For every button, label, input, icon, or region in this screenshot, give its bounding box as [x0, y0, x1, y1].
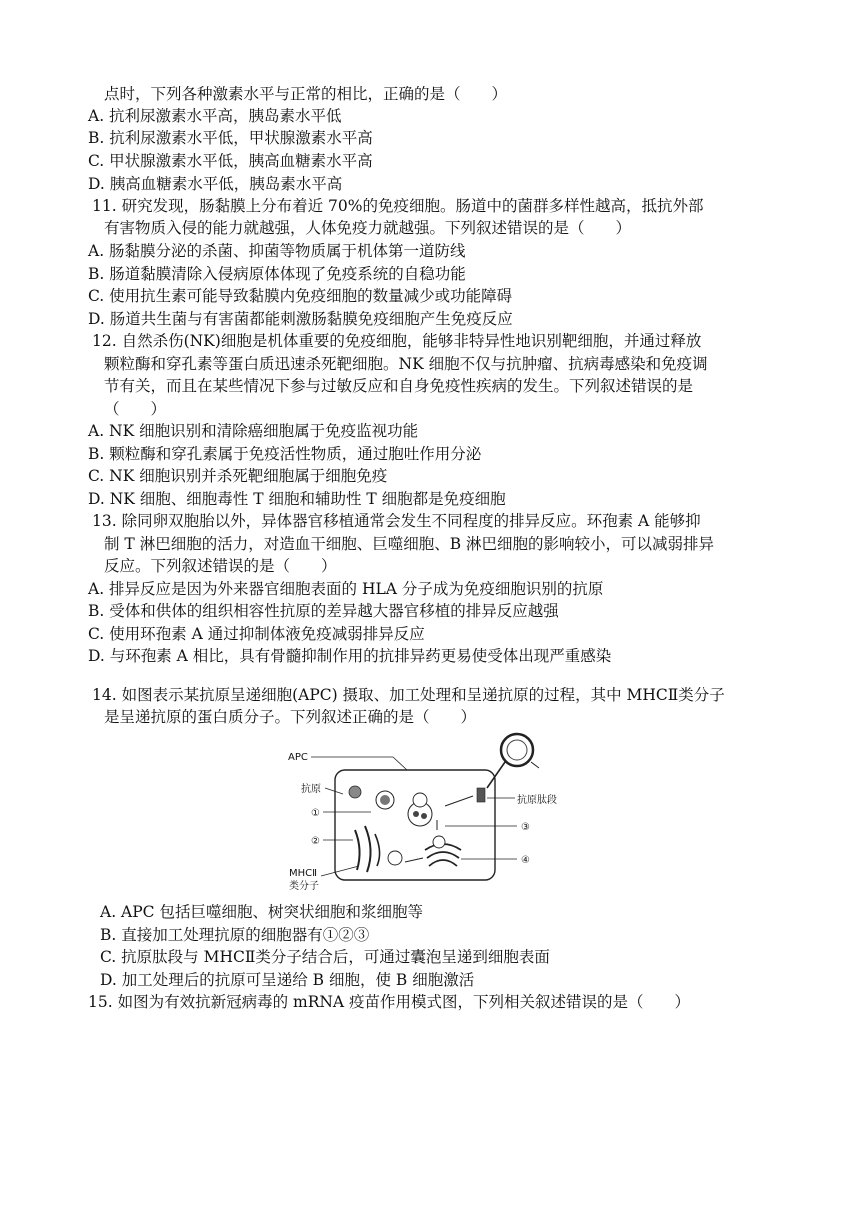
q14-option-c[interactable]: C. 抗原肽段与 MHCⅡ类分子结合后，可通过囊泡呈递到细胞表面: [100, 948, 550, 966]
apc-antigen-processing-diagram: [285, 730, 575, 892]
q12-option-a[interactable]: A. NK 细胞识别和清除癌细胞属于免疫监视功能: [88, 422, 419, 440]
q12-stem-line-1: 12. 自然杀伤(NK)细胞是机体重要的免疫细胞，能够非特异性地识别靶细胞，并通过释放: [92, 332, 702, 350]
q12-stem-line-2: 颗粒酶和穿孔素等蛋白质迅速杀死靶细胞。NK 细胞不仅与抗肿瘤、抗病毒感染和免疫调: [104, 355, 708, 373]
q14-option-b[interactable]: B. 直接加工处理抗原的细胞器有①②③: [100, 926, 370, 944]
q14-stem-line-1: 14. 如图表示某抗原呈递细胞(APC) 摄取、加工处理和呈递抗原的过程，其中 MHCⅡ类分子: [92, 686, 725, 704]
q14-option-a[interactable]: A. APC 包括巨噬细胞、树突状细胞和浆细胞等: [100, 903, 423, 921]
antigen-peptide-label: 抗原肽段: [517, 795, 557, 806]
number-4-label: ④: [521, 855, 530, 866]
number-2-label: ②: [311, 836, 320, 847]
q13-stem-line-1: 13. 除同卵双胞胎以外，异体器官移植通常会发生不同程度的排异反应。环孢素 A 能够抑: [92, 512, 701, 530]
q11-option-d[interactable]: D. 肠道共生菌与有害菌都能刺激肠黏膜免疫细胞产生免疫反应: [88, 310, 513, 328]
q13-option-d[interactable]: D. 与环孢素 A 相比，具有骨髓抑制作用的抗排异药更易使受体出现严重感染: [88, 647, 612, 665]
q13-stem-line-3: 反应。下列叙述错误的是（ ）: [104, 557, 337, 575]
q10-option-c[interactable]: C. 甲状腺激素水平低，胰高血糖素水平高: [88, 152, 373, 170]
q12-option-b[interactable]: B. 颗粒酶和穿孔素属于免疫活性物质，通过胞吐作用分泌: [88, 445, 482, 463]
mhc-peptide-complex: [477, 788, 485, 802]
q12-stem-line-3: 节有关，而且在某些情况下参与过敏反应和自身免疫性疾病的发生。下列叙述错误的是: [104, 377, 694, 395]
q13-option-a[interactable]: A. 排异反应是因为外来器官细胞表面的 HLA 分子成为免疫细胞识别的抗原: [88, 580, 604, 598]
q10-option-a[interactable]: A. 抗利尿激素水平高，胰岛素水平低: [88, 107, 342, 125]
q12-option-c[interactable]: C. NK 细胞识别并杀死靶细胞属于细胞免疫: [88, 467, 388, 485]
q14-stem-line-2: 是呈递抗原的蛋白质分子。下列叙述正确的是（ ）: [104, 708, 477, 726]
apc-label: APC: [288, 752, 308, 763]
number-3-label: ③: [521, 822, 530, 833]
q11-option-a[interactable]: A. 肠黏膜分泌的杀菌、抑菌等物质属于机体第一道防线: [88, 242, 466, 260]
q11-option-b[interactable]: B. 肠道黏膜清除入侵病原体体现了免疫系统的自稳功能: [88, 265, 466, 283]
q13-option-c[interactable]: C. 使用环孢素 A 通过抑制体液免疫减弱排异反应: [88, 625, 425, 643]
antigen-label: 抗原: [301, 784, 321, 795]
q12-stem-line-4: （ ）: [104, 400, 167, 418]
q12-option-d[interactable]: D. NK 细胞、细胞毒性 T 细胞和辅助性 T 细胞都是免疫细胞: [88, 490, 506, 508]
q11-stem-line-2: 有害物质入侵的能力就越强，人体免疫力就越强。下列叙述错误的是（ ）: [104, 219, 632, 237]
q10-option-b[interactable]: B. 抗利尿激素水平低，甲状腺激素水平高: [88, 129, 373, 147]
magnified-view-circle: [501, 734, 533, 766]
golgi-apparatus: [425, 844, 461, 866]
endoplasmic-reticulum: [355, 830, 360, 870]
q10-option-d[interactable]: D. 胰高血糖素水平低，胰岛素水平高: [88, 175, 343, 193]
q15-stem: 15. 如图为有效抗新冠病毒的 mRNA 疫苗作用模式图，下列相关叙述错误的是（ ）: [88, 993, 691, 1011]
q10-stem-continued: 点时，下列各种激素水平与正常的相比，正确的是（ ）: [104, 85, 508, 103]
q13-option-b[interactable]: B. 受体和供体的组织相容性抗原的差异越大器官移植的排异反应越强: [88, 602, 559, 620]
antigen-particle: [349, 786, 361, 798]
number-1-label: ①: [311, 808, 320, 819]
mhc-class-ii-label-line-2: 类分子: [289, 881, 319, 892]
q11-option-c[interactable]: C. 使用抗生素可能导致黏膜内免疫细胞的数量减少或功能障碍: [88, 287, 513, 305]
q14-option-d[interactable]: D. 加工处理后的抗原可呈递给 B 细胞，使 B 细胞激活: [100, 971, 475, 989]
q11-stem-line-1: 11. 研究发现，肠黏膜上分布着近 70%的免疫细胞。肠道中的菌群多样性越高，抵抗外部: [92, 197, 704, 215]
q13-stem-line-2: 制 T 淋巴细胞的活力，对造血干细胞、巨噬细胞、B 淋巴细胞的影响较小，可以减弱排异: [104, 535, 715, 553]
mhc-class-ii-label: MHCⅡ: [289, 868, 318, 879]
